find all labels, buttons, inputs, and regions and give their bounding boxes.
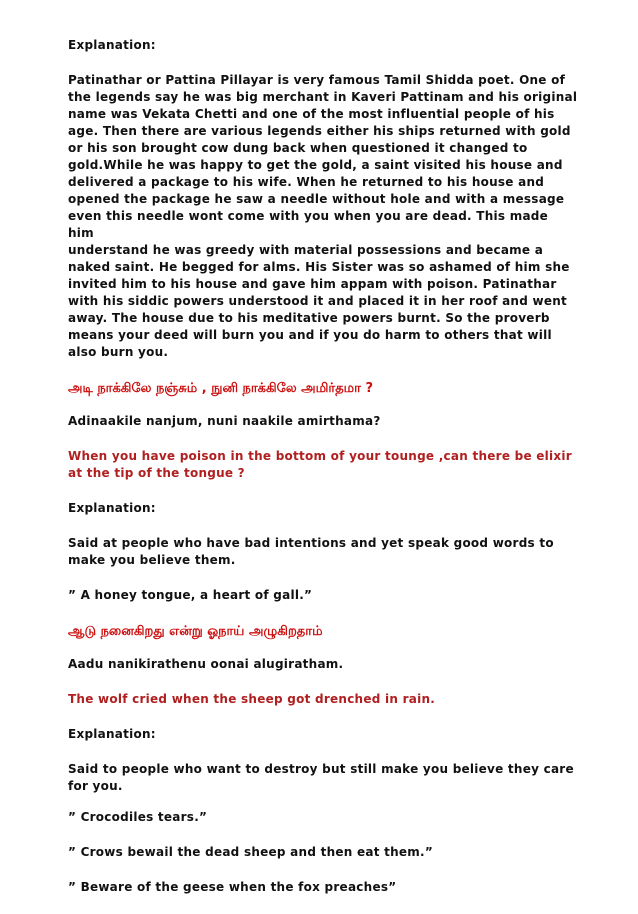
paragraph-line: means your deed will burn you and if you do harm to others that will bbox=[68, 328, 552, 342]
proverb-2-translation: The wolf cried when the sheep got drenched in rain. bbox=[68, 692, 436, 706]
paragraph-line: Patinathar or Pattina Pillayar is very famous Tamil Shidda poet. One of bbox=[68, 73, 566, 87]
explanation-line: Said to people who want to destroy but still make you believe they care bbox=[68, 762, 574, 776]
translation-line: When you have poison in the bottom of your tounge ,can there be elixir bbox=[68, 449, 572, 463]
explanation-line: for you. bbox=[68, 779, 123, 793]
explanation-heading-2: Explanation: bbox=[68, 501, 156, 515]
proverb-1-quote: ” A honey tongue, a heart of gall.” bbox=[68, 588, 313, 602]
proverb-2-quote-1: ” Crocodiles tears.” bbox=[68, 810, 208, 824]
explanation-line: make you believe them. bbox=[68, 553, 236, 567]
pattinathar-paragraph bbox=[68, 72, 578, 361]
paragraph-line: with his siddic powers understood it and placed it in her roof and went bbox=[68, 294, 567, 308]
paragraph-line: or his son brought cow dung back when questioned it changed to bbox=[68, 141, 528, 155]
paragraph-line: invited him to his house and gave him appam with poison. Patinathar bbox=[68, 277, 557, 291]
paragraph-line: age. Then there are various legends either his ships returned with gold bbox=[68, 124, 571, 138]
proverb-1-explanation bbox=[68, 535, 578, 569]
proverb-2-quote-2: ” Crows bewail the dead sheep and then eat them.” bbox=[68, 845, 433, 859]
paragraph-line: understand he was greedy with material possessions and became a bbox=[68, 243, 544, 257]
proverb-1-transliteration: Adinaakile nanjum, nuni naakile amirthama? bbox=[68, 414, 381, 428]
paragraph-line: also burn you. bbox=[68, 345, 169, 359]
proverb-1-tamil: அடி நாக்கிலே நஞ்சும் , நுனி நாக்கிலே அமிர்தமா ? bbox=[68, 381, 373, 396]
translation-line: at the tip of the tongue ? bbox=[68, 466, 245, 480]
explanation-heading-1: Explanation: bbox=[68, 38, 156, 52]
paragraph-line: the legends say he was big merchant in Kaveri Pattinam and his original bbox=[68, 90, 578, 104]
paragraph-line: naked saint. He begged for alms. His Sister was so ashamed of him she bbox=[68, 260, 570, 274]
proverb-2-explanation bbox=[68, 761, 578, 795]
document-page bbox=[68, 37, 578, 914]
proverb-1-translation bbox=[68, 448, 578, 482]
paragraph-line: delivered a package to his wife. When he returned to his house and bbox=[68, 175, 545, 189]
paragraph-line: gold.While he was happy to get the gold, a saint visited his house and bbox=[68, 158, 563, 172]
paragraph-line: away. The house due to his meditative powers burnt. So the proverb bbox=[68, 311, 550, 325]
paragraph-line: opened the package he saw a needle without hole and with a message bbox=[68, 192, 565, 206]
proverb-2-transliteration: Aadu nanikirathenu oonai alugiratham. bbox=[68, 657, 344, 671]
paragraph-line: name was Vekata Chetti and one of the most influential people of his bbox=[68, 107, 555, 121]
paragraph-line: even this needle wont come with you when you are dead. This made him bbox=[68, 209, 549, 240]
explanation-line: Said at people who have bad intentions and yet speak good words to bbox=[68, 536, 554, 550]
proverb-2-quote-3: ” Beware of the geese when the fox preaches” bbox=[68, 880, 397, 894]
explanation-heading-3: Explanation: bbox=[68, 727, 156, 741]
proverb-2-tamil: ஆடு நனைகிறது என்று ஓநாய் அழுகிறதாம் bbox=[68, 624, 323, 639]
